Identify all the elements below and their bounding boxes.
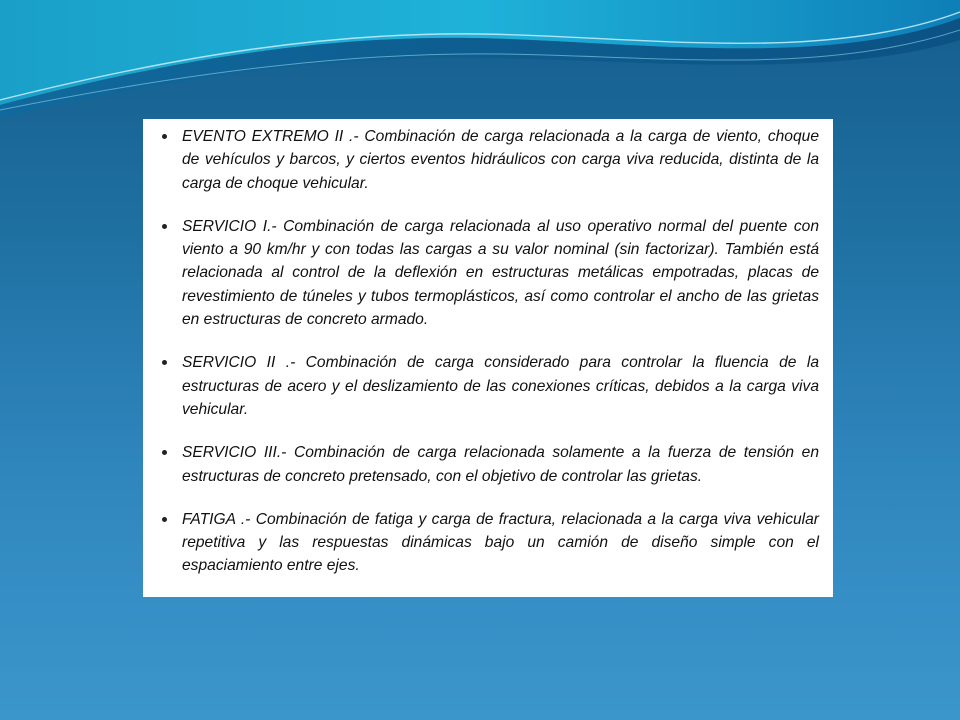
list-item-text: EVENTO EXTREMO II .- Combinación de carga relacionada a la carga de viento, choque de vehículos y barcos, y ciertos eventos hidráulicos con carga viva reducida, distinta de la carga de choque vehicular. [182,128,819,192]
list-item-text: SERVICIO III.- Combinación de carga relacionada solamente a la fuerza de tensión en estructuras de concreto pretensado, con el objetivo de controlar las grietas. [182,444,819,485]
decorative-wave-header [0,0,960,130]
bullet-icon [162,224,167,229]
list-item [160,441,819,488]
bullet-icon [162,517,167,522]
list-item-text: FATIGA .- Combinación de fatiga y carga de fractura, relacionada a la carga viva vehicular repetitiva y las respuestas dinámicas bajo un camión de diseño simple con el espaciamiento entre ejes. [182,510,819,575]
list-item [160,125,819,195]
list-item [160,508,819,578]
list-item-text: SERVICIO II .- Combinación de carga considerado para controlar la fluencia de la estructuras de acero y el deslizamiento de las conexiones críticas, debidos a la carga viva vehicular. [182,354,819,418]
list-item [160,215,819,331]
list-item-text: SERVICIO I.- Combinación de carga relacionada al uso operativo normal del puente con viento a 90 km/hr y con todas las cargas a su valor nominal (sin factorizar). También está relacionada al control de la deflexión en estructuras metálicas empotradas, placas de revestimiento de túneles y tubos termoplásticos, así como controlar el ancho de las grietas en estructuras de concreto armado. [182,217,819,329]
bullet-icon [162,450,167,455]
bullet-icon [162,360,167,365]
bullet-icon [162,134,167,139]
list-item [160,351,819,421]
content-card [143,119,833,597]
